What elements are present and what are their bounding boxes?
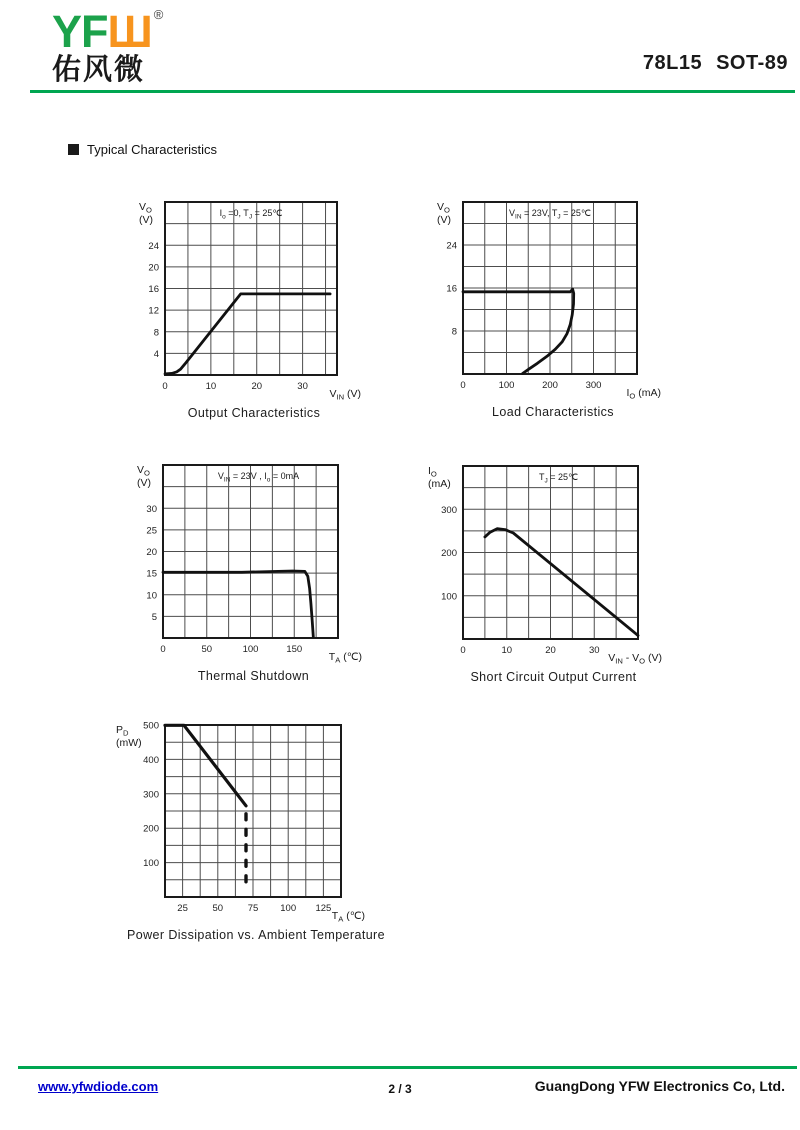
y-axis-label: (V) [137,477,151,489]
x-axis-label: $V_{IN} - V_O$ (V) [608,652,662,666]
y-tick-label: 10 [146,590,157,602]
x-tick-label: 0 [460,380,466,391]
chart-thermal-shutdown [111,457,396,683]
y-axis-label: (V) [437,214,451,226]
y-axis-label: (mA) [428,478,451,490]
y-tick-label: 16 [446,283,457,295]
chart-short-circuit-output-current [411,458,696,684]
x-tick-label: 100 [280,903,297,914]
y-tick-label: 20 [146,547,157,558]
y-tick-label: 12 [148,305,159,317]
plot-annotation: $V_{IN} = 23V$ , $I_o = 0mA$ [217,471,300,484]
y-tick-label: 5 [151,611,157,623]
x-tick-label: 50 [212,903,224,914]
x-tick-label: 150 [286,644,303,655]
x-tick-label: 200 [542,380,558,391]
company-name: GuangDong YFW Electronics Co, Ltd. [534,1078,785,1094]
y-tick-label: 400 [143,754,159,766]
x-tick-label: 10 [205,381,217,392]
x-tick-label: 0 [160,644,166,655]
x-axis-label: $T_A$ (℃) [331,910,365,924]
page-title [643,52,788,75]
y-axis-label: (mW) [116,737,142,749]
y-tick-label: 15 [146,568,157,580]
x-tick-label: 0 [162,381,168,392]
plot-annotation: $T_J$ = 25℃ [538,472,579,485]
company-logo [52,8,162,87]
section-heading-label: Typical Characteristics [87,142,218,157]
plot-canvas [113,194,395,401]
x-tick-label: 125 [315,903,332,914]
page-number: 2 / 3 [388,1082,412,1096]
section-heading [68,142,217,157]
chart-canvas [111,457,396,664]
y-tick-label: 24 [446,240,457,252]
plot-annotation: $V_{IN} = 23V$, $T_J$ = 25℃ [509,208,591,221]
y-tick-label: 8 [153,327,159,339]
y-axis-label: $P_D$ [116,724,129,738]
y-tick-label: 16 [148,284,159,295]
y-tick-label: 300 [143,789,159,801]
y-tick-label: 300 [441,504,457,516]
y-tick-label: 4 [153,348,159,360]
plot-canvas [411,194,695,400]
y-axis-label: $V_O$ [137,464,150,478]
chart-title: Short Circuit Output Current [470,670,637,684]
y-axis-label: $V_O$ [139,201,152,215]
chart-canvas [113,194,395,401]
y-tick-label: 500 [143,720,159,732]
registered-trademark-icon: ® [153,7,163,22]
y-tick-label: 25 [146,525,157,537]
logo-latin [52,6,163,57]
logo-w: Ш [107,6,152,57]
x-tick-label: 20 [251,381,263,392]
header-rule [30,90,795,93]
plot-canvas [113,717,399,923]
data-curve-output-voltage [165,294,330,374]
chart-title: Output Characteristics [187,406,321,420]
plot-canvas [411,458,696,665]
x-tick-label: 30 [297,381,308,392]
y-axis-label: (V) [139,214,153,226]
chart-title: Power Dissipation vs. Ambient Temperature [127,928,385,942]
plot-annotation: $I_o =0$, $T_J$ = 25℃ [219,208,283,221]
part-number: 78L15 [642,52,703,74]
x-tick-label: 0 [460,645,466,656]
chart-title: Load Characteristics [492,405,614,419]
y-axis-label: $I_O$ [428,465,437,479]
chart-load-characteristics [411,194,695,419]
y-tick-label: 100 [143,858,159,870]
x-tick-label: 20 [545,645,556,656]
plot-canvas [111,457,396,664]
x-tick-label: 300 [585,380,602,391]
x-tick-label: 10 [501,645,513,656]
chart-canvas [411,194,695,400]
package-name: SOT-89 [716,52,788,74]
y-tick-label: 8 [451,326,457,338]
chart-output-characteristics [113,194,395,420]
data-curve-thermal-shutdown [163,571,313,637]
y-tick-label: 20 [148,262,159,274]
y-axis-label: $V_O$ [437,201,450,215]
x-axis-label: $T_A$ (℃) [328,651,362,665]
x-tick-label: 100 [498,380,515,391]
chart-canvas [411,458,696,665]
square-bullet-icon [68,144,79,155]
x-axis-label: $I_O$ (mA) [626,387,661,401]
x-tick-label: 75 [247,903,259,914]
footer-rule [18,1066,797,1069]
logo-chinese: 佑风微 [52,54,146,86]
y-tick-label: 24 [148,240,159,252]
x-axis-label: $V_{IN}$ (V) [329,388,361,402]
logo-yf: YF [52,6,108,57]
chart-canvas [113,717,399,923]
x-tick-label: 30 [588,645,600,656]
x-tick-label: 50 [201,644,213,655]
y-tick-label: 200 [441,548,457,559]
chart-power-dissipation [113,717,399,942]
x-tick-label: 25 [177,903,188,914]
y-tick-label: 100 [441,591,457,603]
data-curve-short-circuit-current [485,529,638,636]
x-tick-label: 100 [242,644,259,655]
y-tick-label: 200 [143,823,159,835]
y-tick-label: 30 [146,503,157,515]
website-link[interactable]: www.yfwdiode.com [38,1079,159,1094]
chart-title: Thermal Shutdown [197,669,310,683]
